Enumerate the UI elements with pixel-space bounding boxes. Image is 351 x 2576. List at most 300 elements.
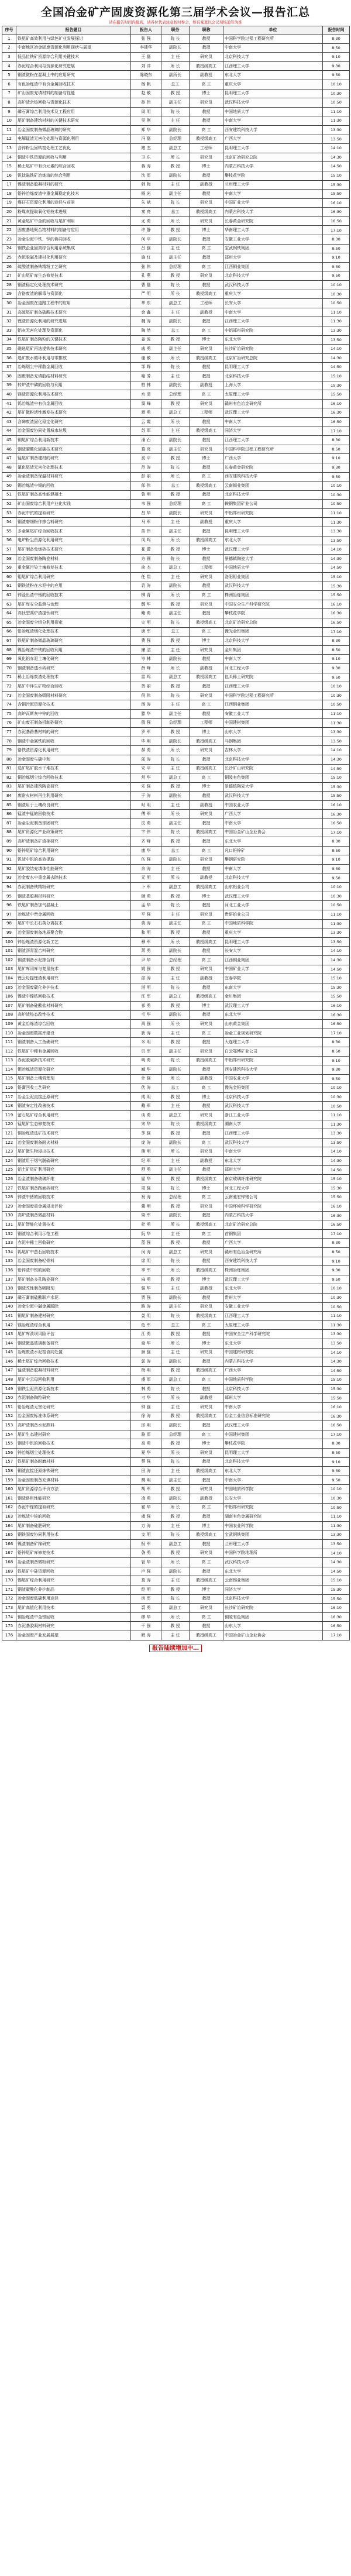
- report-topic: 钢铁固废协同利用技术: [16, 1531, 131, 1540]
- speaker-role: 主 任: [161, 1521, 190, 1531]
- speaker-name: 缪 华: [131, 1612, 161, 1622]
- table-row: [2, 335, 350, 345]
- row-number: 5: [2, 71, 16, 80]
- speaker-role: 主 任: [161, 427, 190, 436]
- speaker-name: 舒 勇: [131, 1165, 161, 1175]
- report-time: 14:10: [323, 345, 350, 354]
- speaker-role: 所 长: [161, 216, 190, 226]
- speaker-title: 教授: [190, 171, 223, 180]
- report-time: 14:10: [323, 545, 350, 555]
- speaker-name: 雷 鸣: [131, 673, 161, 682]
- report-time: 15:50: [323, 1193, 350, 1202]
- report-time: 10:10: [323, 1084, 350, 1093]
- table-row: [2, 545, 350, 555]
- speaker-title: 教授: [190, 372, 223, 381]
- speaker-role: 副主任: [161, 609, 190, 618]
- row-number: 154: [2, 1430, 16, 1439]
- report-time: 9:50: [323, 271, 350, 281]
- table-row: [2, 1065, 350, 1075]
- row-number: 82: [2, 773, 16, 783]
- speaker-unit: 江西理工大学: [223, 317, 323, 326]
- row-number: 148: [2, 1375, 16, 1385]
- speaker-title: 研究员: [190, 345, 223, 354]
- speaker-name: 纪 军: [131, 1157, 161, 1166]
- speaker-unit: 赣州有色冶金研究所: [223, 1247, 323, 1257]
- speaker-name: 凌 勇: [131, 1494, 161, 1504]
- speaker-name: 魏 涛: [131, 317, 161, 326]
- table-row: [2, 1485, 350, 1494]
- speaker-name: 高 勇: [131, 1439, 161, 1449]
- speaker-name: 梁 军: [131, 1211, 161, 1220]
- speaker-name: 支 明: [131, 1531, 161, 1540]
- speaker-role: 总经理: [161, 955, 190, 965]
- speaker-name: 谈 勇: [131, 1111, 161, 1120]
- speaker-name: 阮 华: [131, 1229, 161, 1239]
- speaker-name: 柯 军: [131, 1539, 161, 1549]
- table-row: [2, 381, 350, 390]
- speaker-name: 邬 涛: [131, 755, 161, 764]
- report-time: 9:10: [323, 1056, 350, 1065]
- speaker-unit: 北京科技大学: [223, 637, 323, 646]
- report-time: 8:50: [323, 1449, 350, 1458]
- report-topic: 锰尾矿生态修复技术: [16, 1120, 131, 1129]
- more-reports-link[interactable]: 报告陆续增加中…: [149, 1645, 202, 1652]
- speaker-title: 教授级高工: [190, 1366, 223, 1375]
- table-row: [2, 627, 350, 637]
- speaker-unit: 郑州大学: [223, 253, 323, 263]
- speaker-role: 副主任: [161, 345, 190, 354]
- speaker-role: 主 任: [161, 1284, 190, 1294]
- speaker-title: 研究员: [190, 910, 223, 920]
- report-topic: 低品位铁矿资源综合利用关键技术: [16, 53, 131, 62]
- speaker-title: 研究员: [190, 1111, 223, 1120]
- table-row: [2, 709, 350, 718]
- table-row: [2, 1193, 350, 1202]
- speaker-title: 高 工: [190, 700, 223, 710]
- speaker-name: 麻 勇: [131, 1275, 161, 1284]
- report-time: 10:10: [323, 80, 350, 89]
- report-time: 16:10: [323, 1202, 350, 1212]
- row-number: 120: [2, 1120, 16, 1129]
- speaker-title: 教授: [190, 709, 223, 718]
- row-number: 73: [2, 691, 16, 700]
- speaker-role: 副主任: [161, 527, 190, 536]
- speaker-name: 卢 强: [131, 1567, 161, 1576]
- speaker-title: 博士: [190, 454, 223, 463]
- report-topic: 高钛型高炉渣提钛研究: [16, 609, 131, 618]
- speaker-title: 教授级高工: [190, 536, 223, 545]
- table-row: [2, 527, 350, 536]
- speaker-title: 教授: [190, 865, 223, 874]
- speaker-role: 主 任: [161, 372, 190, 381]
- speaker-name: 宋 华: [131, 1120, 161, 1129]
- table-row: [2, 800, 350, 810]
- speaker-role: 副院长: [161, 737, 190, 746]
- speaker-unit: 山东黄金集团: [223, 1020, 323, 1029]
- report-topic: 赤泥综合利用与资源化研究进展: [16, 61, 131, 71]
- table-row: [2, 1120, 350, 1129]
- speaker-unit: 东北大学: [223, 335, 323, 345]
- speaker-role: 所 长: [161, 1558, 190, 1567]
- table-row: [2, 1220, 350, 1230]
- table-row: [2, 1330, 350, 1339]
- speaker-title: 教授: [190, 317, 223, 326]
- row-number: 36: [2, 353, 16, 363]
- speaker-unit: 武汉科技大学: [223, 1558, 323, 1567]
- row-number: 18: [2, 190, 16, 199]
- report-topic: 铬铁渣资源化利用研究: [16, 746, 131, 755]
- speaker-name: 柏 林: [131, 381, 161, 390]
- speaker-role: 所 长: [161, 290, 190, 299]
- report-topic: 稀土尾矿综合回收技术: [16, 1357, 131, 1367]
- speaker-unit: 武汉理工大学: [223, 1001, 323, 1010]
- row-number: 3: [2, 53, 16, 62]
- speaker-role: 总工: [161, 482, 190, 491]
- report-topic: 冶金固废重金属浸出评价: [16, 1202, 131, 1212]
- speaker-unit: 河北工程大学: [223, 1184, 323, 1193]
- page-note: 请在报告时间内报到，请各位代表注意按时参会，如有变更以会议现场通知为准: [109, 20, 242, 25]
- speaker-title: 研究员: [190, 855, 223, 865]
- speaker-title: 教授级高工: [190, 135, 223, 144]
- report-time: 15:10: [323, 1375, 350, 1385]
- report-topic: 冶金固废全组分利用探索: [16, 618, 131, 628]
- speaker-name: 季 军: [131, 1266, 161, 1275]
- speaker-name: 鲍 勇: [131, 609, 161, 618]
- speaker-name: 彭 丽: [131, 472, 161, 482]
- table-row: [2, 1421, 350, 1430]
- speaker-name: 孙 伟: [131, 98, 161, 108]
- report-time: 14:10: [323, 1549, 350, 1558]
- report-time: 8:30: [323, 1439, 350, 1449]
- row-number: 159: [2, 1476, 16, 1485]
- speaker-unit: 北京科技大学: [223, 490, 323, 500]
- speaker-name: 杜 勇: [131, 1220, 161, 1230]
- speaker-unit: 东北大学: [223, 1339, 323, 1348]
- report-time: 17:10: [323, 1229, 350, 1239]
- speaker-name: 褚 杰: [131, 144, 161, 153]
- speaker-unit: 江西理工大学: [223, 1129, 323, 1139]
- speaker-unit: 豫光金铅集团: [223, 627, 323, 637]
- table-row: [2, 1539, 350, 1549]
- report-topic: 尾矿胶结充填体性能研究: [16, 865, 131, 874]
- report-time: 9:30: [323, 1467, 350, 1476]
- row-number: 124: [2, 1157, 16, 1166]
- report-topic: 赤泥基胶凝材料研究: [16, 1622, 131, 1631]
- speaker-title: 教授级高工: [190, 427, 223, 436]
- table-row: [2, 80, 350, 89]
- row-number: 39: [2, 381, 16, 390]
- speaker-name: 吕 强: [131, 244, 161, 253]
- table-row: [2, 582, 350, 591]
- speaker-unit: 武汉科技大学: [223, 582, 323, 591]
- speaker-unit: 北京科技大学: [223, 1384, 323, 1394]
- speaker-name: 云 霞: [131, 417, 161, 427]
- speaker-unit: 鞍钢集团矿业公司: [223, 500, 323, 509]
- report-time: 8:30: [323, 1239, 350, 1248]
- speaker-role: 教 授: [161, 1366, 190, 1375]
- report-topic: 钢渣安定性改善技术: [16, 1102, 131, 1111]
- report-topic: 钒渣中钒的高效提取: [16, 855, 131, 865]
- report-time: 9:50: [323, 71, 350, 80]
- report-topic: 冶金尘泥制备球团研究: [16, 819, 131, 828]
- report-topic: 铅冶炼渣无害化研究: [16, 1403, 131, 1412]
- report-topic: 锌冶炼烟尘处理技术: [16, 1449, 131, 1458]
- speaker-name: 韩 梅: [131, 180, 161, 190]
- speaker-role: 院 长: [161, 281, 190, 290]
- report-topic: 铁尾矿制备加气混凝土: [16, 901, 131, 910]
- row-number: 134: [2, 1247, 16, 1257]
- table-row: [2, 508, 350, 518]
- speaker-name: 霍 华: [131, 1503, 161, 1512]
- report-topic: 钢渣改性制备吸附剂: [16, 1284, 131, 1294]
- speaker-title: 教授: [190, 1476, 223, 1485]
- speaker-title: 研究员: [190, 1202, 223, 1212]
- table-row: [2, 372, 350, 381]
- speaker-role: 教 授: [161, 1038, 190, 1047]
- table-row: [2, 974, 350, 983]
- report-topic: 矿山废石制备机制砂研究: [16, 718, 131, 728]
- speaker-unit: 昆明理工大学: [223, 144, 323, 153]
- speaker-unit: 湖南有色金属研究院: [223, 1512, 323, 1522]
- speaker-title: 教授: [190, 1421, 223, 1430]
- speaker-title: 副教授: [190, 1394, 223, 1403]
- row-number: 67: [2, 637, 16, 646]
- speaker-unit: 上海大学: [223, 381, 323, 390]
- speaker-title: 高 工: [190, 773, 223, 783]
- report-time: 8:30: [323, 35, 350, 44]
- report-time: 11:10: [323, 308, 350, 317]
- speaker-title: 研究员: [190, 1485, 223, 1494]
- row-number: 15: [2, 162, 16, 171]
- speaker-role: 所 长: [161, 591, 190, 600]
- report-topic: 选矿废水循环利用与零排放: [16, 353, 131, 363]
- table-row: [2, 1092, 350, 1102]
- speaker-name: 平 强: [131, 910, 161, 920]
- speaker-unit: 江西理工大学: [223, 1312, 323, 1321]
- speaker-name: 江 勇: [131, 1330, 161, 1339]
- speaker-unit: 西安建筑科技大学: [223, 125, 323, 135]
- table-row: [2, 1612, 350, 1622]
- speaker-title: 教授: [190, 417, 223, 427]
- row-number: 105: [2, 983, 16, 992]
- speaker-name: 湛 明: [131, 983, 161, 992]
- speaker-title: 教授: [190, 1384, 223, 1394]
- speaker-unit: 东北大学: [223, 1284, 323, 1294]
- speaker-title: 教授级高工: [190, 1576, 223, 1586]
- speaker-unit: 洛阳钼业集团: [223, 573, 323, 582]
- row-number: 108: [2, 1010, 16, 1020]
- table-row: [2, 1266, 350, 1275]
- report-time: 14:50: [323, 1366, 350, 1375]
- speaker-role: 主 任: [161, 910, 190, 920]
- row-number: 161: [2, 1494, 16, 1504]
- speaker-name: 昌 华: [131, 508, 161, 518]
- report-time: 16:50: [323, 1220, 350, 1230]
- speaker-title: 教授: [190, 655, 223, 664]
- report-time: 16:10: [323, 198, 350, 208]
- report-time: 14:50: [323, 1567, 350, 1576]
- report-time: 16:30: [323, 609, 350, 618]
- row-number: 62: [2, 591, 16, 600]
- speaker-title: 教授: [190, 947, 223, 956]
- speaker-name: 汪 军: [131, 992, 161, 1002]
- speaker-role: 院 长: [161, 1120, 190, 1129]
- speaker-unit: 中南大学: [223, 190, 323, 199]
- row-number: 147: [2, 1366, 16, 1375]
- row-number: 6: [2, 80, 16, 89]
- report-time: 13:30: [323, 728, 350, 737]
- speaker-title: 工程师: [190, 563, 223, 573]
- row-number: 40: [2, 390, 16, 400]
- speaker-unit: 东北大学: [223, 1467, 323, 1476]
- speaker-role: 副主任: [161, 1047, 190, 1056]
- speaker-unit: 金川集团: [223, 992, 323, 1002]
- row-number: 130: [2, 1211, 16, 1220]
- table-row: [2, 71, 350, 80]
- report-topic: 镍渣制备胶凝材料的研究: [16, 180, 131, 190]
- report-time: 15:50: [323, 1594, 350, 1604]
- table-row: [2, 618, 350, 628]
- speaker-role: 所 长: [161, 663, 190, 673]
- speaker-title: 博士: [190, 1275, 223, 1284]
- speaker-unit: 安徽工业大学: [223, 1302, 323, 1312]
- table-row: [2, 208, 350, 217]
- speaker-name: 余 涛: [131, 865, 161, 874]
- report-topic: 锡尾矿综合利用研究: [16, 1576, 131, 1586]
- report-topic: 铝土矿尾矿利用研究: [16, 1165, 131, 1175]
- speaker-name: 邹 辉: [131, 363, 161, 372]
- report-topic: 尾矿微粉活性激发技术研究: [16, 408, 131, 418]
- table-row: [2, 1512, 350, 1522]
- report-topic: 尾矿中伴生矿物综合回收: [16, 682, 131, 692]
- speaker-name: 薛 峰: [131, 663, 161, 673]
- speaker-name: 茅 强: [131, 1129, 161, 1139]
- row-number: 96: [2, 901, 16, 910]
- speaker-unit: 中南大学: [223, 1147, 323, 1157]
- table-row: [2, 691, 350, 700]
- row-number: 164: [2, 1521, 16, 1531]
- speaker-name: 陶 然: [131, 326, 161, 336]
- report-time: 10:50: [323, 500, 350, 509]
- speaker-unit: 广西大学: [223, 1239, 323, 1248]
- row-number: 126: [2, 1175, 16, 1184]
- report-time: 10:50: [323, 700, 350, 710]
- speaker-name: 奚 平: [131, 454, 161, 463]
- speaker-unit: 中铝郑州研究院: [223, 326, 323, 336]
- report-topic: 铅锌尾矿综合利用研究: [16, 846, 131, 855]
- row-number: 52: [2, 500, 16, 509]
- report-topic: 铅膏回收工艺研究: [16, 1084, 131, 1093]
- speaker-name: 管 华: [131, 1558, 161, 1567]
- speaker-unit: 浙江工业大学: [223, 1111, 323, 1120]
- speaker-role: 副院长: [161, 1567, 190, 1576]
- speaker-unit: 马钢集团: [223, 737, 323, 746]
- speaker-role: 教 授: [161, 1512, 190, 1522]
- report-time: 16:30: [323, 208, 350, 217]
- speaker-title: 博士: [190, 162, 223, 171]
- report-time: 13:30: [323, 1531, 350, 1540]
- table-row: [2, 235, 350, 245]
- speaker-title: 教授级高工: [190, 1531, 223, 1540]
- speaker-name: 倪 伟: [131, 691, 161, 700]
- row-number: 149: [2, 1384, 16, 1394]
- speaker-title: 教授: [190, 792, 223, 801]
- speaker-name: 姜 波: [131, 335, 161, 345]
- row-number: 9: [2, 107, 16, 116]
- report-topic: 锡冶炼渣中锡的回收: [16, 482, 131, 491]
- speaker-role: 教 授: [161, 1622, 190, 1631]
- report-time: 10:30: [323, 490, 350, 500]
- col-header-unit: 单位: [223, 26, 323, 35]
- table-row: [2, 345, 350, 354]
- report-topic: 尾矿制备建筑材料的关键技术研究: [16, 116, 131, 126]
- speaker-name: 贾 强: [131, 1293, 161, 1302]
- speaker-unit: 宜春学院: [223, 974, 323, 983]
- report-topic: 铁尾矿高效利用与绿色矿业发展探讨: [16, 35, 131, 44]
- speaker-role: 主 任: [161, 53, 190, 62]
- speaker-unit: 中南大学: [223, 865, 323, 874]
- report-time: 15:50: [323, 591, 350, 600]
- speaker-role: 所 长: [161, 1394, 190, 1403]
- row-number: 166: [2, 1539, 16, 1549]
- report-time: 15:50: [323, 992, 350, 1002]
- report-time: 13:50: [323, 335, 350, 345]
- speaker-name: 和 明: [131, 928, 161, 938]
- speaker-unit: 重庆大学: [223, 928, 323, 938]
- row-number: 132: [2, 1229, 16, 1239]
- speaker-role: 所 长: [161, 1074, 190, 1084]
- speaker-unit: 安徽工业大学: [223, 709, 323, 718]
- table-row: [2, 1247, 350, 1257]
- table-row: [2, 1111, 350, 1120]
- speaker-role: 主 任: [161, 645, 190, 655]
- report-time: 13:50: [323, 1138, 350, 1147]
- speaker-title: 教授: [190, 1622, 223, 1631]
- report-topic: 中南地区冶金固废资源化利用现状与展望: [16, 43, 131, 53]
- speaker-unit: 重庆大学: [223, 80, 323, 89]
- row-number: 41: [2, 399, 16, 408]
- report-time: 15:10: [323, 974, 350, 983]
- speaker-unit: 武汉理工大学: [223, 545, 323, 555]
- speaker-role: 主 任: [161, 1631, 190, 1640]
- report-topic: 含铬废渣的解毒与资源化: [16, 290, 131, 299]
- speaker-role: 主 任: [161, 1403, 190, 1412]
- speaker-name: 陈晓东: [131, 71, 161, 80]
- report-time: 15:30: [323, 983, 350, 992]
- row-number: 37: [2, 363, 16, 372]
- report-time: 10:30: [323, 1494, 350, 1504]
- speaker-name: 卫 东: [131, 153, 161, 162]
- row-number: 142: [2, 1320, 16, 1330]
- speaker-unit: 广西大学: [223, 454, 323, 463]
- speaker-role: 院 长: [161, 35, 190, 44]
- report-time: 16:30: [323, 810, 350, 819]
- report-time: 14:10: [323, 746, 350, 755]
- table-row: [2, 1001, 350, 1010]
- report-time: 11:30: [323, 1120, 350, 1129]
- table-body: [2, 35, 350, 1640]
- report-time: 16:50: [323, 216, 350, 226]
- report-topic: 尾矿资源化产业政策研究: [16, 828, 131, 837]
- speaker-unit: 广西大学: [223, 810, 323, 819]
- report-time: 15:30: [323, 782, 350, 792]
- report-topic: 氧化铝赤泥土壤化研究: [16, 655, 131, 664]
- speaker-role: 总工: [161, 208, 190, 217]
- row-number: 76: [2, 718, 16, 728]
- report-topic: 尾矿生态建材研究: [16, 1430, 131, 1439]
- report-time: 8:50: [323, 244, 350, 253]
- table-row: [2, 1394, 350, 1403]
